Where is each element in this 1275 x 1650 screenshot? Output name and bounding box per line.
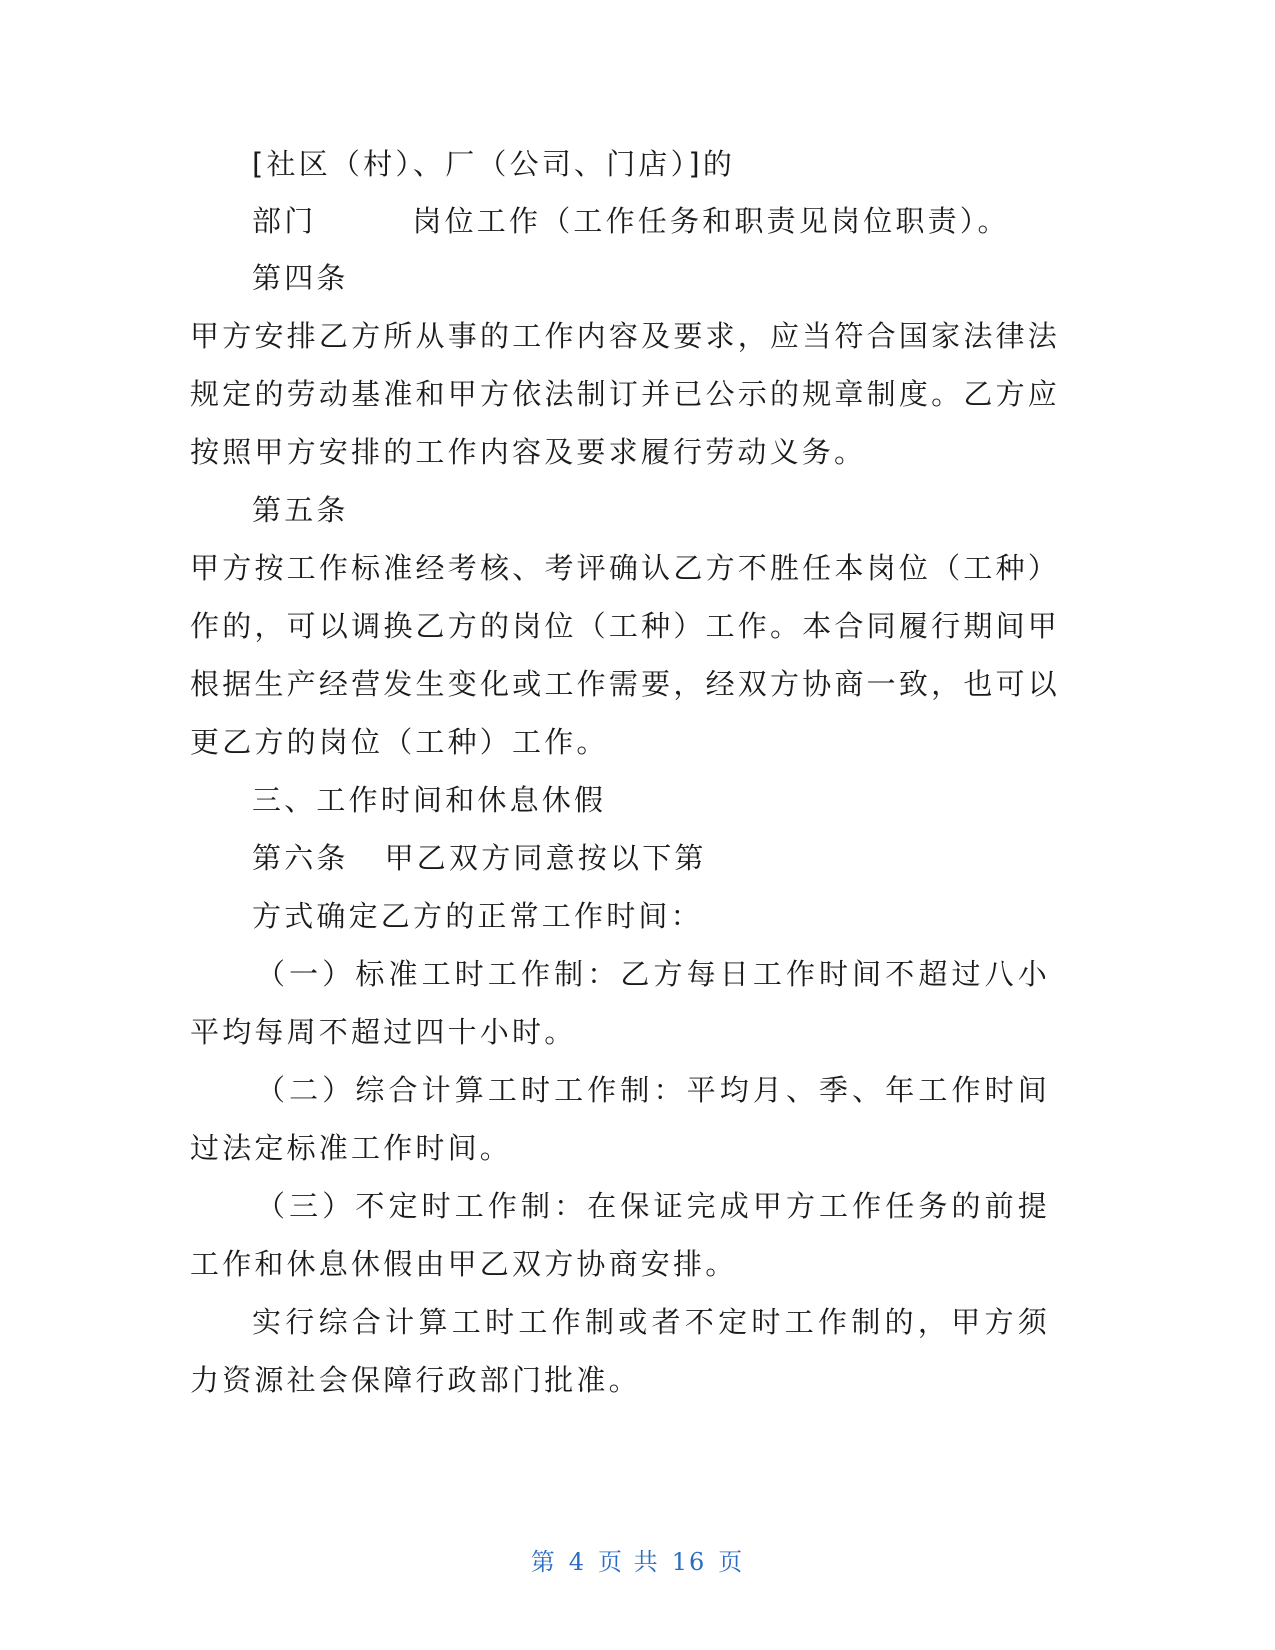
text-line: 根据生产经营发生变化或工作需要，经双方协商一致，也可以 xyxy=(190,667,1060,701)
total-pages-number: 16 xyxy=(671,1548,707,1576)
footer-middle: 页 共 xyxy=(598,1548,660,1576)
article-label: 第六条 xyxy=(252,841,349,875)
text-line: （一）标准工时工作制：乙方每日工作时间不超过八小 xyxy=(256,957,1050,991)
footer-prefix: 第 xyxy=(530,1548,557,1576)
text-line: 过法定标准工作时间。 xyxy=(190,1131,513,1165)
text-line xyxy=(252,201,1122,241)
text-line: （三）不定时工作制：在保证完成甲方工作任务的前提 xyxy=(256,1189,1050,1223)
article-heading: 第五条 xyxy=(252,493,349,527)
text-line: 方式确定乙方的正常工作时间： xyxy=(252,899,703,933)
text-line: 甲方按工作标准经考核、考评确认乙方不胜任本岗位（工种） xyxy=(190,551,1060,585)
text-line: [社区（村）、厂（公司、门店）]的 xyxy=(252,147,736,181)
section-heading: 三、工作时间和休息休假 xyxy=(252,783,607,817)
text-line: （二）综合计算工时工作制：平均月、季、年工作时间 xyxy=(256,1073,1050,1107)
text-line xyxy=(252,838,1122,878)
text-line: 平均每周不超过四十小时。 xyxy=(190,1015,577,1049)
text-line: 按照甲方安排的工作内容及要求履行劳动义务。 xyxy=(190,435,867,469)
text-fragment: 甲乙双方同意按以下第 xyxy=(384,841,707,875)
text-line: 作的，可以调换乙方的岗位（工种）工作。本合同履行期间甲 xyxy=(190,609,1060,643)
text-line: 更乙方的岗位（工种）工作。 xyxy=(190,725,609,759)
text-line: 实行综合计算工时工作制或者不定时工作制的，甲方须 xyxy=(252,1305,1050,1339)
page-number-footer xyxy=(0,1542,1275,1577)
text-fragment: 部门 xyxy=(252,204,317,238)
text-line: 甲方安排乙方所从事的工作内容及要求，应当符合国家法律法 xyxy=(190,319,1060,353)
text-line: 工作和休息休假由甲乙双方协商安排。 xyxy=(190,1247,738,1281)
text-fragment: 岗位工作（工作任务和职责见岗位职责）。 xyxy=(412,204,1010,238)
current-page-number: 4 xyxy=(568,1548,587,1576)
text-line: 力资源社会保障行政部门批准。 xyxy=(190,1363,641,1397)
text-line: 规定的劳动基准和甲方依法制订并已公示的规章制度。乙方应 xyxy=(190,377,1060,411)
article-heading: 第四条 xyxy=(252,261,349,295)
footer-suffix: 页 xyxy=(718,1548,745,1576)
